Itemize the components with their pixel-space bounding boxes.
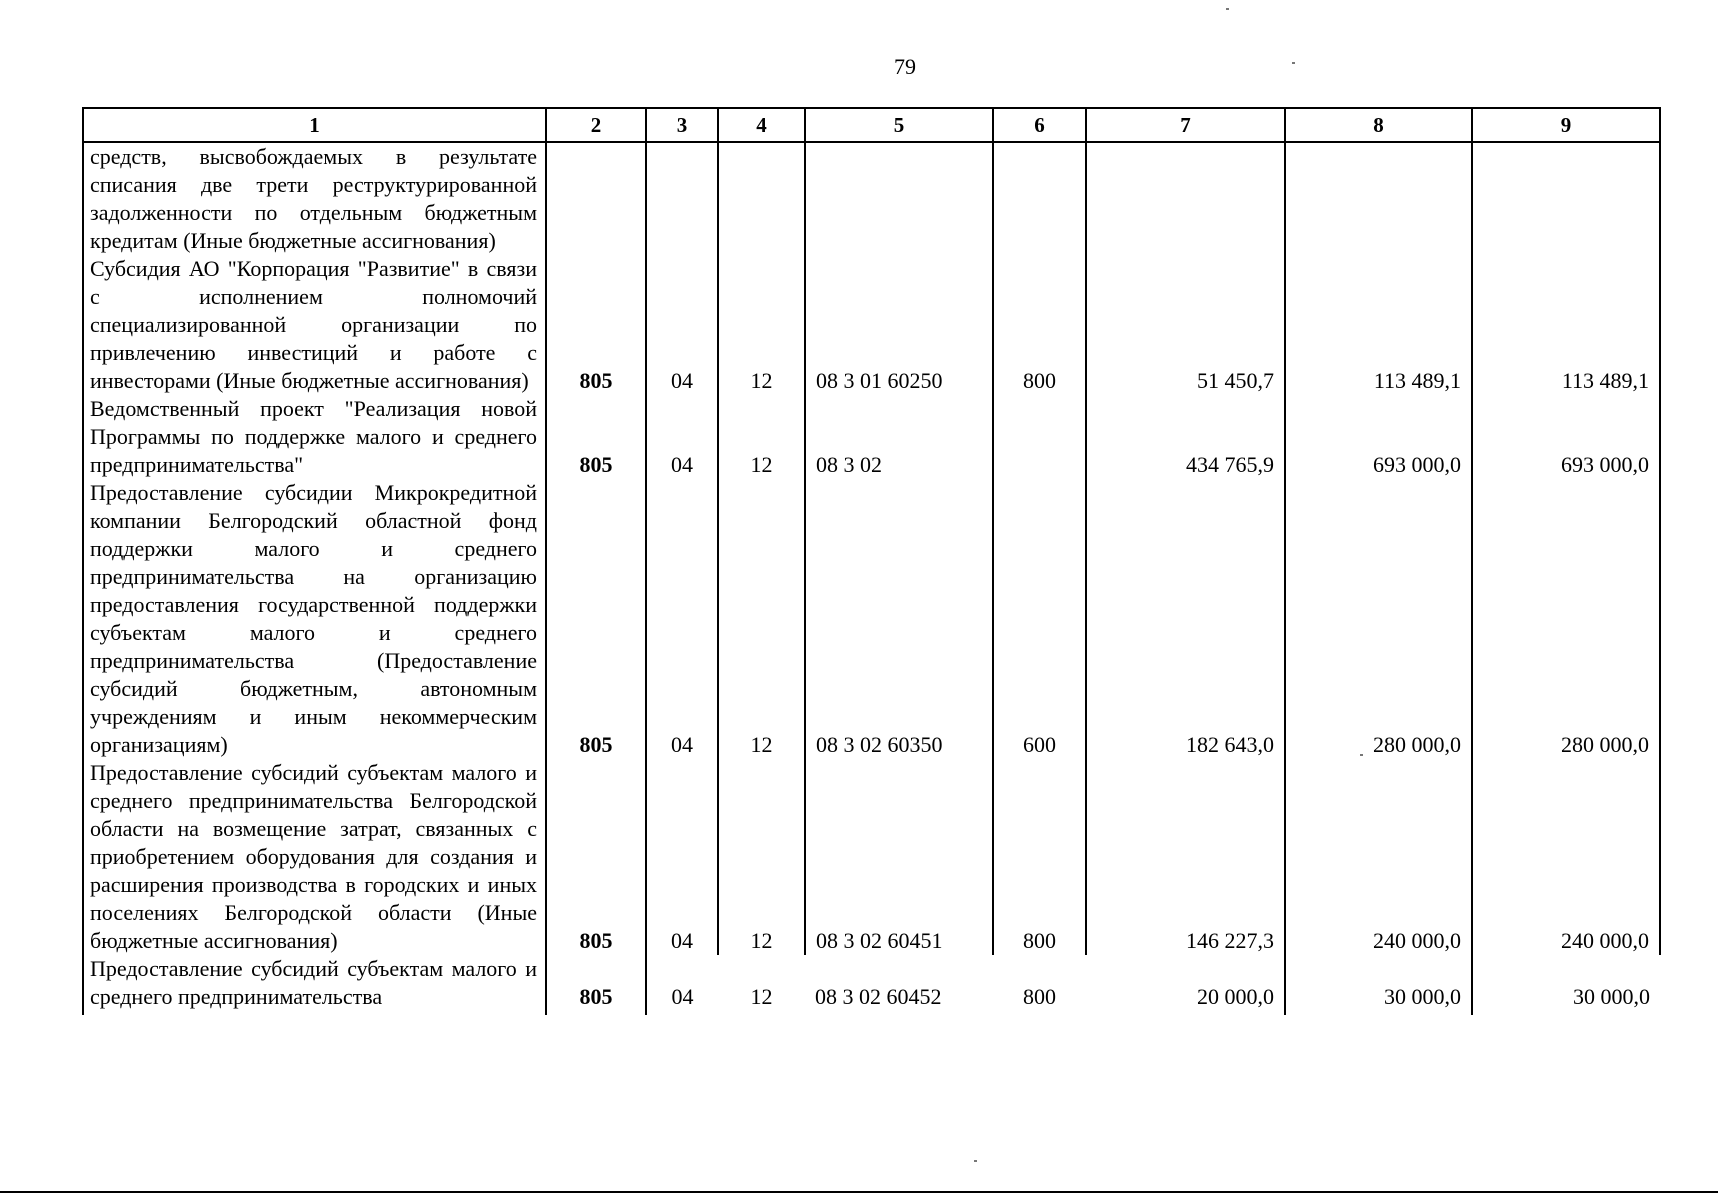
cell-ministry-code — [546, 142, 646, 255]
table-row — [83, 142, 1660, 255]
cell-amount-col8: 280 000,0 — [1285, 479, 1472, 759]
row-description: Предоставление субсидий субъектам малого и среднего предпринимательства Белгородской области на возмещение затрат, связанных с приобретением оборудования для создания и расширения производства в городских и иных поселениях Белгородской области (Иные бюджетные ассигнования) — [83, 759, 546, 955]
cell-amount-col9 — [1472, 142, 1660, 255]
column-header-2: 2 — [546, 108, 646, 142]
cell-subsection: 12 — [750, 984, 773, 1009]
scan-speck — [1226, 8, 1229, 10]
cell-amount-col7: 20 000,0 — [1086, 955, 1285, 1015]
cell-expense-type: 800 — [1023, 984, 1056, 1009]
cell-section — [646, 142, 718, 255]
cell-amount-col8: 693 000,0 — [1285, 395, 1472, 479]
cell-amount-col7: 51 450,7 — [1086, 255, 1285, 395]
cell-target-article: 08 3 02 60452 — [815, 984, 942, 1009]
cell-amount-col9: 693 000,0 — [1472, 395, 1660, 479]
cell-amount-col7: 182 643,0 — [1086, 479, 1285, 759]
cell-amount-col7 — [1086, 142, 1285, 255]
scan-speck — [1360, 754, 1363, 756]
scan-speck — [974, 1160, 977, 1162]
budget-table — [82, 107, 1661, 1015]
cell-target-article: 08 3 02 60350 — [805, 479, 993, 759]
table-header-row — [83, 108, 1660, 142]
cell-amount-col7: 434 765,9 — [1086, 395, 1285, 479]
column-header-3: 3 — [646, 108, 718, 142]
row-description: Предоставление субсидии Микрокредитной компании Белгородский областной фонд поддержки малого и среднего предпринимательства на организацию предоставления государственной поддержки субъектам малого и среднего предпринимательства (Предоставление субсидий бюджетным, автономным учреждениям и иным некоммерческим организациям) — [83, 479, 546, 759]
column-header-9: 9 — [1472, 108, 1660, 142]
row-description: Субсидия АО "Корпорация "Развитие" в связи с исполнением полномочий специализированной организации по привлечению инвестиций и работе с инвесторами (Иные бюджетные ассигнования) — [83, 255, 546, 395]
cell-section: 04 — [671, 984, 694, 1009]
cell-expense-type: 800 — [993, 759, 1086, 955]
table-row — [83, 759, 1660, 955]
cell-target-article: 08 3 02 60451 — [805, 759, 993, 955]
cell-subsection: 12 — [718, 395, 805, 479]
scan-speck — [1292, 62, 1295, 64]
cell-section: 04 — [646, 395, 718, 479]
cell-ministry-code: 805 — [546, 255, 646, 395]
page-number: 79 — [894, 54, 916, 79]
column-header-7: 7 — [1086, 108, 1285, 142]
column-header-6: 6 — [993, 108, 1086, 142]
cell-ministry-code: 805 — [546, 395, 646, 479]
cell-subsection — [718, 142, 805, 255]
cell-ministry-code: 805 — [546, 479, 646, 759]
cell-section: 04 — [646, 255, 718, 395]
column-header-8: 8 — [1285, 108, 1472, 142]
cell-target-article: 08 3 01 60250 — [805, 255, 993, 395]
cell-amount-col8: 113 489,1 — [1285, 255, 1472, 395]
cell-expense-type — [993, 395, 1086, 479]
cell-amount-col9: 30 000,0 — [1472, 955, 1660, 1015]
cell-section: 04 — [646, 479, 718, 759]
column-header-4: 4 — [718, 108, 805, 142]
cell-amount-col8: 30 000,0 — [1285, 955, 1472, 1015]
page-bottom-rule — [0, 1191, 1718, 1193]
cell-ministry-code: 805 — [546, 955, 646, 1015]
cell-amount-col8: 240 000,0 — [1285, 759, 1472, 955]
row-description: Ведомственный проект "Реализация новой Программы по поддержке малого и среднего предпринимательства" — [83, 395, 546, 479]
cell-section: 04 — [646, 759, 718, 955]
cell-subsection: 12 — [718, 759, 805, 955]
cell-expense-type: 800 — [993, 255, 1086, 395]
cell-expense-type: 600 — [993, 479, 1086, 759]
cell-expense-type — [993, 142, 1086, 255]
cell-subsection: 12 — [718, 479, 805, 759]
row-description: Предоставление субсидий субъектам малого и среднего предпринимательства — [83, 955, 546, 1015]
cell-amount-col7: 146 227,3 — [1086, 759, 1285, 955]
table-row — [83, 955, 1660, 1015]
row-description: средств, высвобождаемых в результате списания две трети реструктурированной задолженности по отдельным бюджетным кредитам (Иные бюджетные ассигнования) — [83, 142, 546, 255]
column-header-5: 5 — [805, 108, 993, 142]
cell-amount-col9: 240 000,0 — [1472, 759, 1660, 955]
table-row — [83, 395, 1660, 479]
table-row — [83, 255, 1660, 395]
column-header-1: 1 — [83, 108, 546, 142]
cell-ministry-code: 805 — [546, 759, 646, 955]
cell-amount-col9: 280 000,0 — [1472, 479, 1660, 759]
cell-amount-col8 — [1285, 142, 1472, 255]
cell-subsection: 12 — [718, 255, 805, 395]
cell-target-article: 08 3 02 — [805, 395, 993, 479]
cell-amount-col9: 113 489,1 — [1472, 255, 1660, 395]
cell-target-article — [805, 142, 993, 255]
table-row — [83, 479, 1660, 759]
